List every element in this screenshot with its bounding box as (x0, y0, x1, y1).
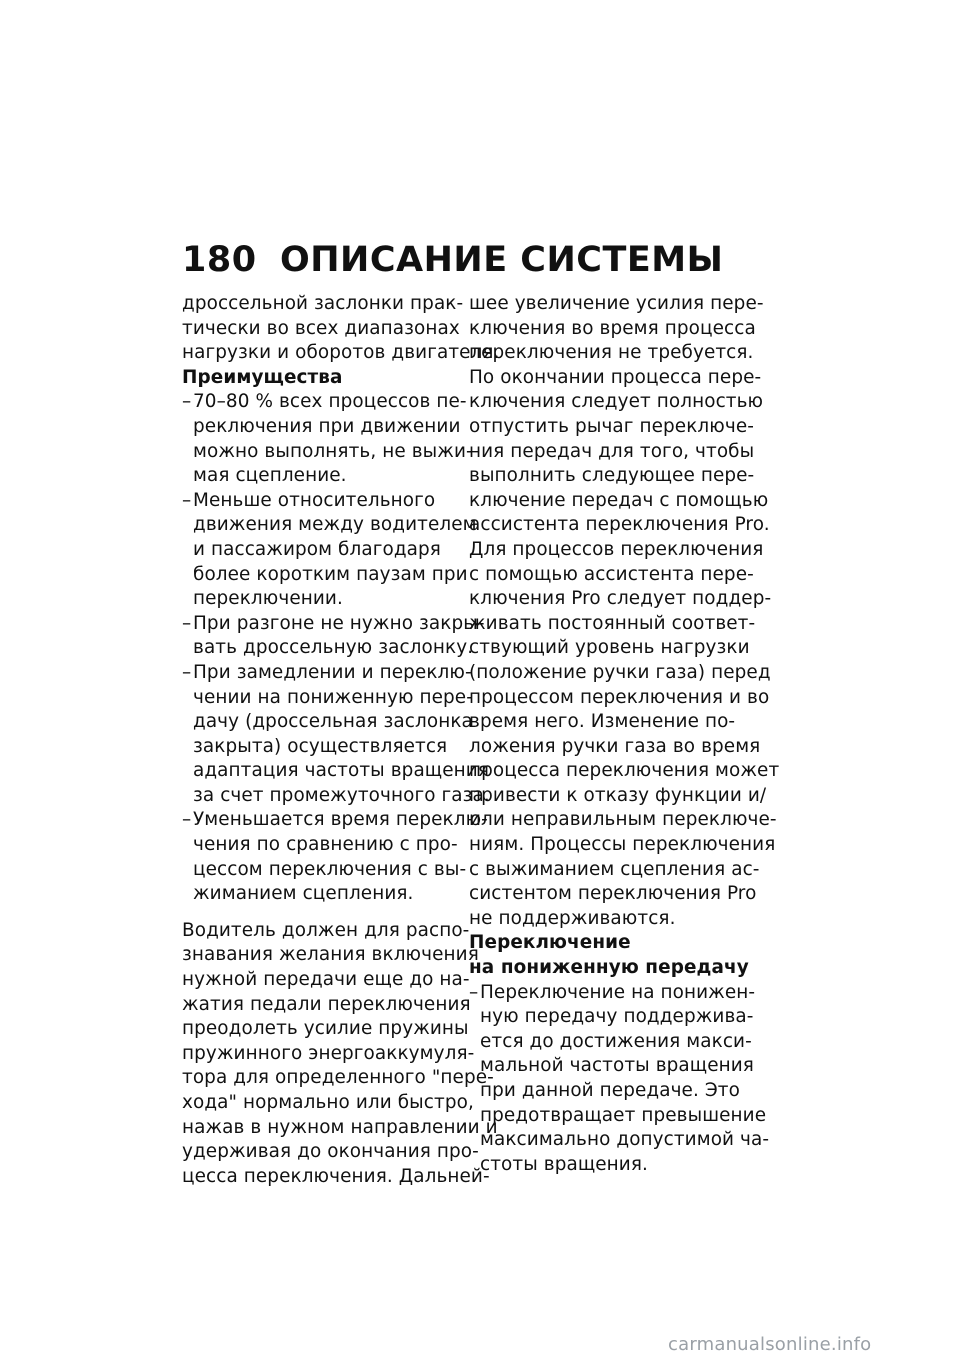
text-line: знавания желания включения (182, 944, 479, 966)
list-item (182, 489, 477, 612)
text-line: цесса переключения. Дальней- (182, 1165, 490, 1187)
text-line: ную передачу поддержива- (480, 1006, 754, 1028)
text-line: предотвращает превышение (480, 1104, 767, 1126)
text-line: время него. Изменение по- (469, 711, 736, 733)
text-line: с выжиманием сцепления ас- (469, 858, 760, 880)
text-line: жиманием сцепления. (193, 883, 414, 905)
advantages-heading: Преимущества (182, 366, 343, 388)
text-line: ния передач для того, чтобы (469, 440, 755, 462)
downshift-list (469, 981, 770, 1178)
text-line: жатия педали переключения (182, 993, 471, 1015)
text-line: можно выполнять, не выжи- (193, 440, 473, 462)
text-line: пружинного энергоаккумуля- (182, 1042, 475, 1064)
text-line: при данной передаче. Это (480, 1080, 740, 1101)
text-line: хода" нормально или быстро, (182, 1092, 474, 1113)
text-line: Переключение на понижен- (480, 981, 756, 1003)
text-line: более коротким паузам при (193, 563, 468, 585)
text-line: ключения во время процесса (469, 317, 756, 339)
list-item (182, 808, 488, 906)
text-line: реключения при движении (193, 415, 461, 437)
text-line: выполнить следующее пере- (469, 465, 755, 487)
text-line: отпустить рычаг переключе- (469, 415, 754, 437)
text-line: процесса переключения может (469, 760, 780, 782)
text-line: переключения не требуется. (469, 342, 754, 364)
bullet-dash: – (469, 981, 479, 1003)
bullet-dash: – (182, 391, 192, 413)
page-number: 180 (182, 240, 257, 280)
text-line: мальной частоты вращения (480, 1055, 754, 1077)
text-line: дачу (дроссельная заслонка (193, 711, 473, 733)
body-paragraph (182, 919, 498, 1190)
text-line: 70–80 % всех процессов пе- (193, 391, 467, 413)
text-line: ключение передач с помощью (469, 489, 769, 511)
heading-line: на пониженную передачу (469, 957, 749, 979)
advantages-list (182, 390, 490, 906)
text-line: Для процессов переключения (469, 538, 764, 560)
text-line: нужной передачи еще до на- (182, 969, 470, 991)
text-line: ключения следует полностью (469, 391, 764, 413)
text-line: систентом переключения Pro (469, 883, 757, 905)
right-column (469, 292, 780, 1177)
bullet-dash: – (182, 612, 192, 634)
page-header (182, 240, 723, 280)
list-item (182, 390, 473, 488)
text-line: адаптация частоты вращения (193, 760, 489, 782)
text-line: чения по сравнению с про- (193, 834, 458, 856)
text-line: нажав в нужном направлении и (182, 1116, 498, 1138)
text-line: ется до достижения макси- (480, 1030, 752, 1052)
text-line: чении на пониженную пере- (193, 686, 473, 708)
text-line: Водитель должен для распо- (182, 919, 470, 941)
text-line: дроссельной заслонки прак- (182, 293, 464, 314)
text-line: живать постоянный соответ- (469, 612, 756, 634)
text-line: закрыта) осуществляется (193, 735, 448, 757)
text-line: за счет промежуточного газа. (193, 784, 490, 806)
text-line: максимально допустимой ча- (480, 1129, 770, 1151)
text-line: ствующий уровень нагрузки (469, 637, 750, 659)
text-line: (положение ручки газа) перед (469, 661, 771, 683)
list-item (469, 981, 770, 1178)
list-item (182, 661, 490, 809)
text-line: тически во всех диапазонах (182, 317, 460, 339)
text-line: процессом переключения и во (469, 686, 770, 708)
bullet-dash: – (182, 661, 192, 683)
list-item (182, 612, 485, 661)
text-line: переключении. (193, 588, 343, 610)
left-column (182, 292, 500, 1189)
text-line: с помощью ассистента пере- (469, 563, 754, 585)
text-line: не поддерживаются. (469, 907, 676, 929)
text-line: нагрузки и оборотов двигателя. (182, 342, 500, 364)
text-line: По окончании процесса пере- (469, 366, 762, 388)
text-line: Уменьшается время переклю- (193, 809, 488, 831)
text-line: При замедлении и переклю- (193, 661, 472, 683)
downshift-heading (469, 931, 749, 980)
bullet-dash: – (182, 809, 192, 831)
text-line: Меньше относительного (193, 489, 436, 511)
text-line: и пассажиром благодаря (193, 538, 441, 560)
watermark-text: carmanualsonline.info (668, 1334, 872, 1355)
text-line: или неправильным переключе- (469, 809, 777, 831)
heading-line: Переключение (469, 932, 631, 954)
text-line: ниям. Процессы переключения (469, 834, 776, 856)
text-line: движения между водителем (193, 514, 477, 536)
body-paragraph (469, 292, 780, 931)
text-line: тора для определенного "пере- (182, 1067, 494, 1089)
text-line: привести к отказу функции и/ (469, 784, 767, 806)
text-line: вать дроссельную заслонку. (193, 637, 474, 659)
text-line: цессом переключения с вы- (193, 858, 467, 880)
text-line: ассистента переключения Pro. (469, 514, 770, 536)
text-line: стоты вращения. (480, 1153, 648, 1175)
text-line: удерживая до окончания про- (182, 1141, 479, 1163)
section-title: ОПИСАНИЕ СИСТЕМЫ (280, 240, 724, 280)
text-line: преодолеть усилие пружины (182, 1018, 469, 1040)
intro-text (182, 292, 500, 366)
text-line: шее увеличение усилия пере- (469, 293, 764, 314)
bullet-dash: – (182, 489, 192, 511)
text-line: мая сцепление. (193, 465, 347, 487)
text-line: При разгоне не нужно закры- (193, 612, 485, 634)
text-line: ключения Pro следует поддер- (469, 588, 772, 610)
text-line: ложения ручки газа во время (469, 735, 761, 757)
